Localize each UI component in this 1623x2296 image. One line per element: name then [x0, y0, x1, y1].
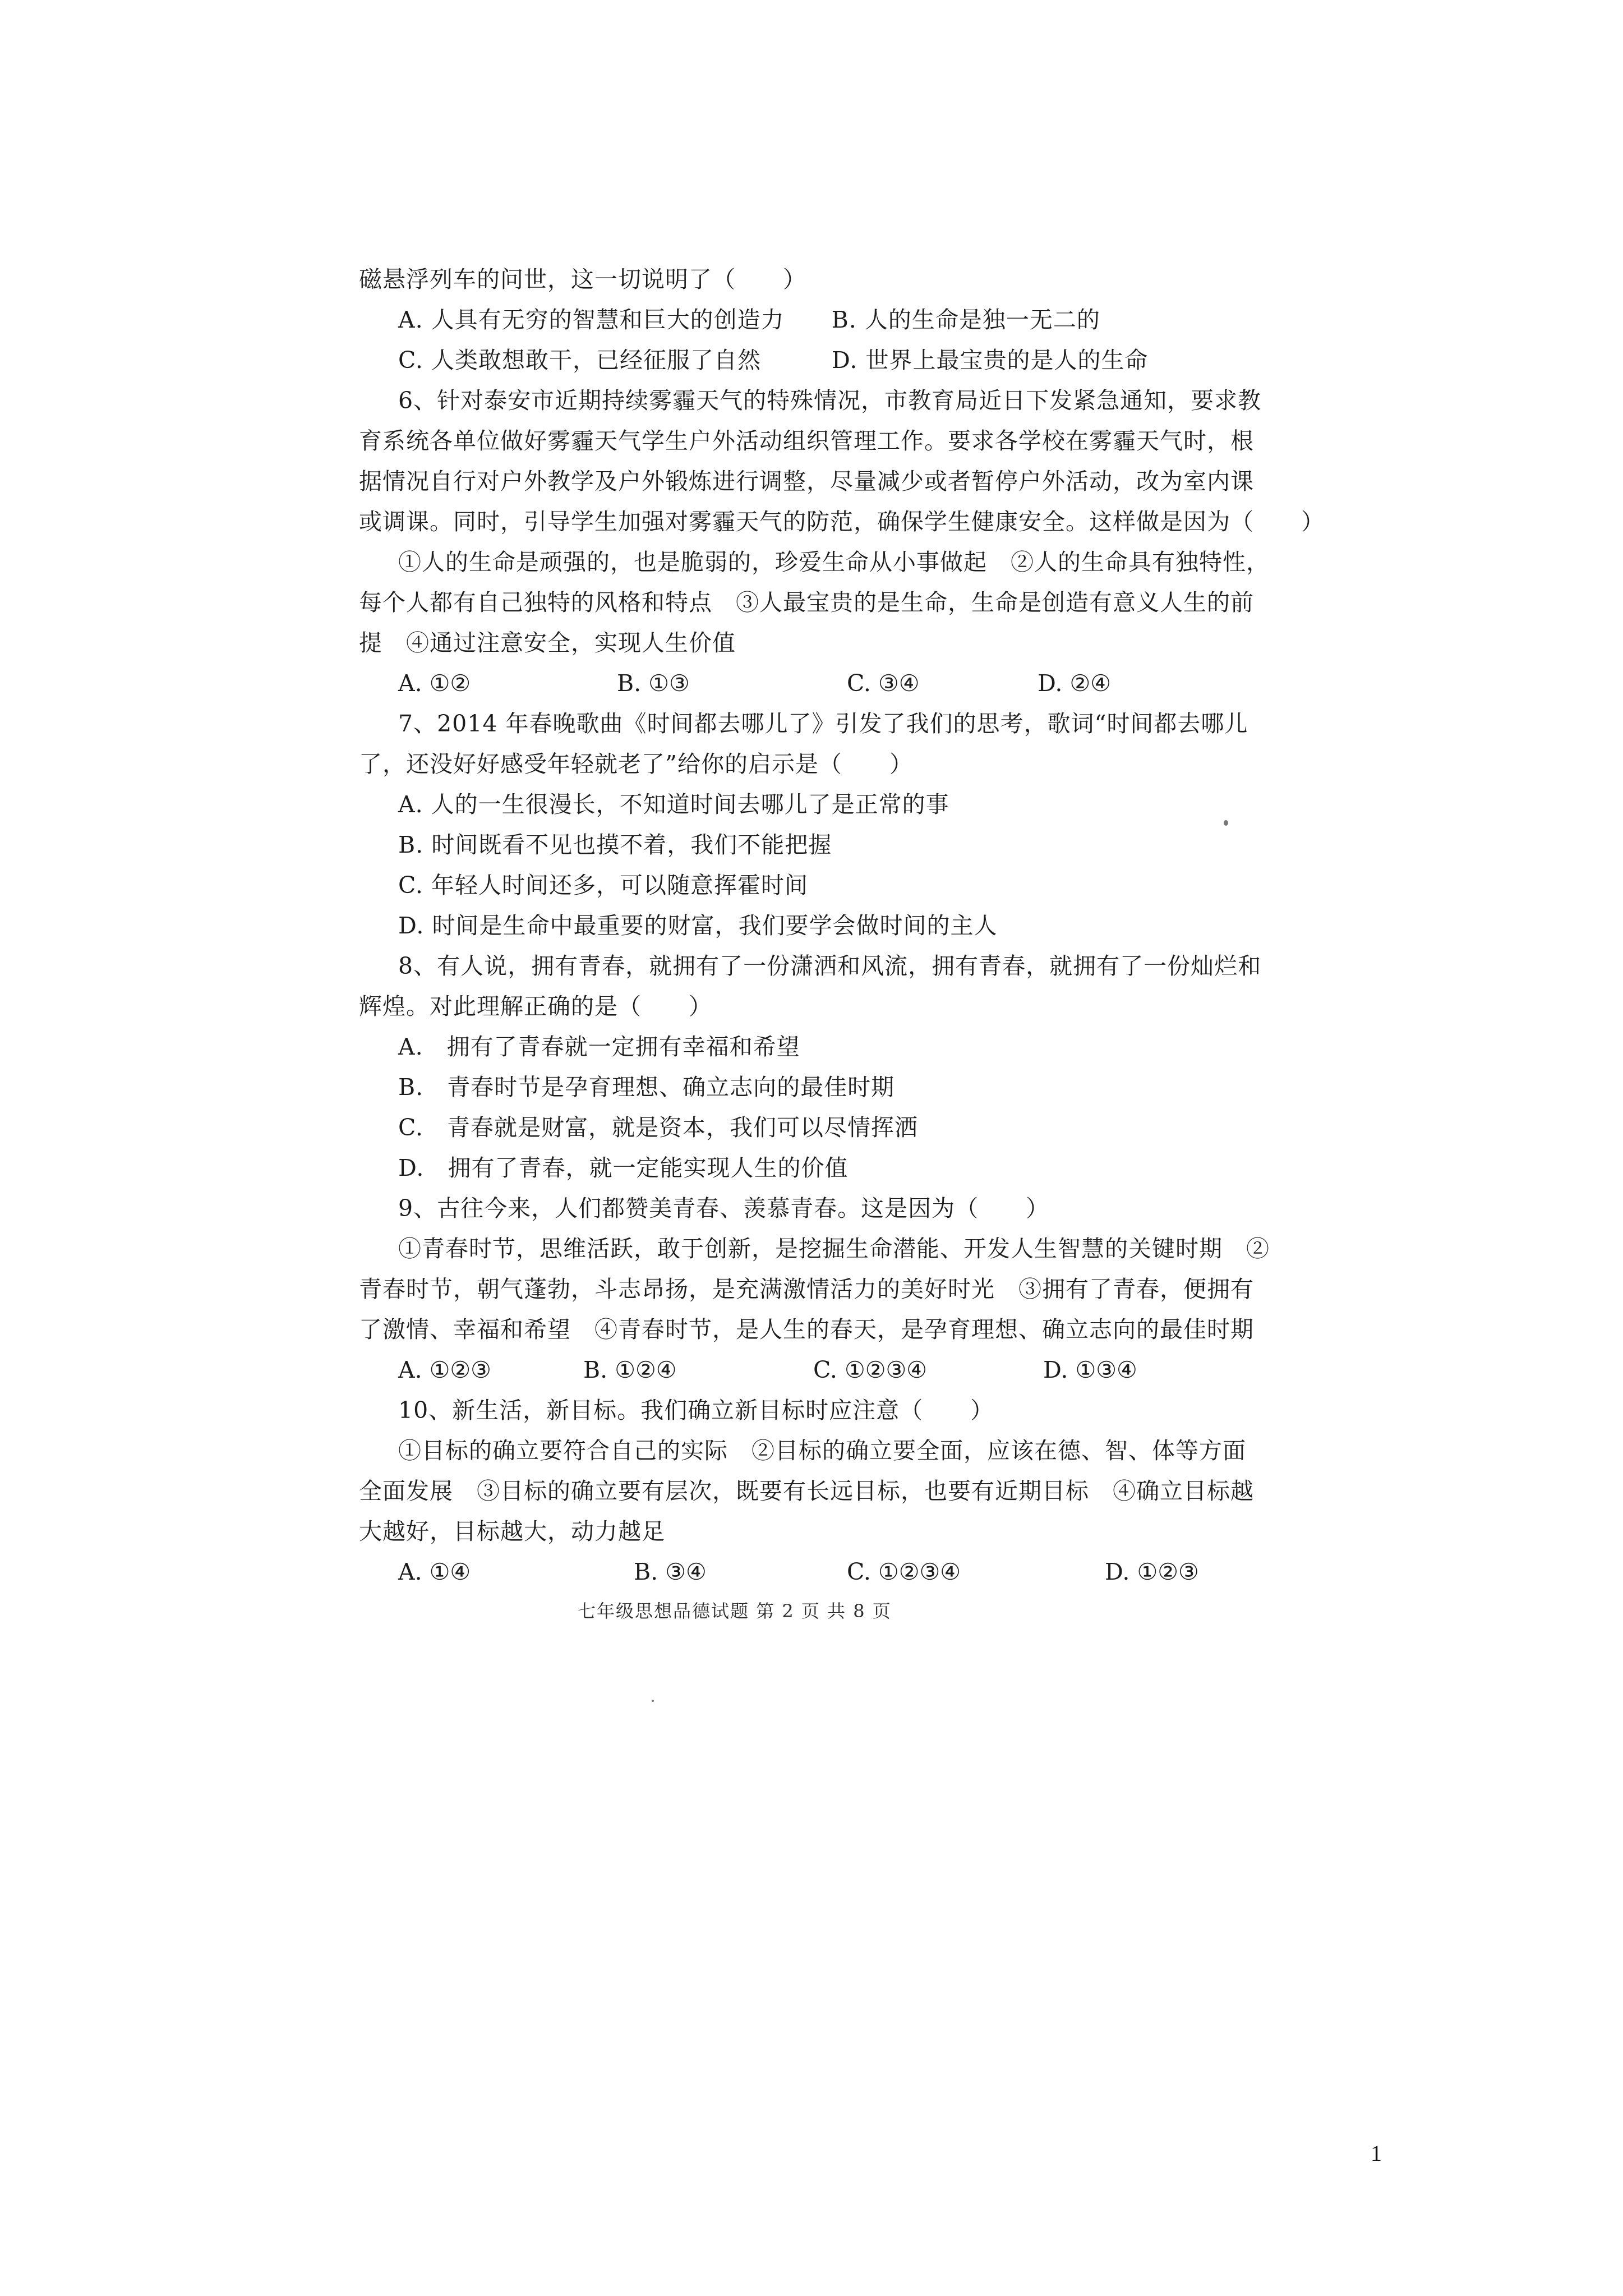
question-7-option-a: A. 人的一生很漫长，不知道时间去哪儿了是正常的事: [398, 791, 949, 818]
text-line: 据情况自行对户外教学及户外锻炼进行调整，尽量减少或者暂停户外活动，改为室内课: [359, 468, 1254, 495]
text-line: 或调课。同时，引导学生加强对雾霾天气的防范，确保学生健康安全。这样做是因为（ ）: [359, 508, 1325, 535]
option-d: D. ①②③: [1105, 1558, 1199, 1585]
text-line: 青春时节，朝气蓬勃，斗志昂扬，是充满激情活力的美好时光 ③拥有了青春，便拥有: [359, 1276, 1254, 1303]
text-line: 全面发展 ③目标的确立要有层次，既要有长远目标，也要有近期目标 ④确立目标越: [359, 1478, 1254, 1504]
text-line: 磁悬浮列车的问世，这一切说明了（ ）: [359, 266, 806, 293]
page-number: 1: [1371, 2141, 1382, 2166]
question-7-option-d: D. 时间是生命中最重要的财富，我们要学会做时间的主人: [398, 912, 998, 939]
q5-options-row-1: A. 人具有无穷的智慧和巨大的创造力 B. 人的生命是独一无二的: [398, 306, 1100, 333]
page-footer: 七年级思想品德试题 第 2 页 共 8 页: [578, 1600, 892, 1622]
scanned-exam-page: [359, 264, 1325, 1700]
text-line: 辉煌。对此理解正确的是（ ）: [359, 993, 712, 1020]
option-c: C. ③④: [847, 670, 920, 697]
question-6-stem: 6、针对泰安市近期持续雾霾天气的特殊情况，市教育局近日下发紧急通知，要求教: [398, 387, 1262, 414]
text-line: 了，还没好好感受年轻就老了”给你的启示是（ ）: [359, 751, 913, 777]
option-b: B. ③④: [634, 1558, 707, 1585]
question-7-option-b: B. 时间既看不见也摸不着，我们不能把握: [398, 831, 832, 858]
option-b: B. ①②④: [583, 1356, 677, 1383]
option-c: C. ①②③④: [847, 1558, 961, 1585]
question-8-option-d: D. 拥有了青春，就一定能实现人生的价值: [398, 1154, 849, 1181]
text-line: 育系统各单位做好雾霾天气学生户外活动组织管理工作。要求各学校在雾霾天气时，根: [359, 427, 1254, 454]
question-8-stem: 8、有人说，拥有青春，就拥有了一份潇洒和风流，拥有青春，就拥有了一份灿烂和: [398, 953, 1262, 979]
option-d: D. ②④: [1038, 670, 1111, 697]
text-line: 大越好，目标越大，动力越足: [359, 1518, 665, 1545]
option-c: C. ①②③④: [813, 1356, 927, 1383]
question-8-option-c: C. 青春就是财富，就是资本，我们可以尽情挥洒: [398, 1114, 918, 1141]
option-d: D. ①③④: [1043, 1356, 1137, 1383]
text-line: 了激情、幸福和希望 ④青春时节，是人生的春天，是孕育理想、确立志向的最佳时期: [359, 1316, 1254, 1343]
question-10-statements: ①目标的确立要符合自己的实际 ②目标的确立要全面，应该在德、智、体等方面: [398, 1437, 1246, 1464]
option-a: A. ①②: [398, 670, 471, 697]
question-6-statements: ①人的生命是顽强的，也是脆弱的，珍爱生命从小事做起 ②人的生命具有独特性，: [398, 549, 1270, 576]
text-line: 每个人都有自己独特的风格和特点 ③人最宝贵的是生命，生命是创造有意义人生的前: [359, 589, 1254, 616]
scan-speck: [1224, 820, 1228, 826]
question-9-statements: ①青春时节，思维活跃，敢于创新，是挖掘生命潜能、开发人生智慧的关键时期 ②: [398, 1235, 1270, 1262]
option-a: A. ①④: [398, 1558, 471, 1585]
text-line: 提 ④通过注意安全，实现人生价值: [359, 629, 736, 656]
question-8-option-a: A. 拥有了青春就一定拥有幸福和希望: [398, 1033, 800, 1060]
q5-options-row-2: C. 人类敢想敢干，已经征服了自然 D. 世界上最宝贵的是人的生命: [398, 347, 1149, 374]
question-7-stem: 7、2014 年春晚歌曲《时间都去哪儿了》引发了我们的思考，歌词“时间都去哪儿: [398, 710, 1248, 737]
option-b: B. ①③: [617, 670, 690, 697]
question-9-stem: 9、古往今来，人们都赞美青春、羡慕青春。这是因为（ ）: [398, 1195, 1050, 1222]
question-7-option-c: C. 年轻人时间还多，可以随意挥霍时间: [398, 872, 808, 899]
option-a: A. ①②③: [398, 1356, 491, 1383]
scan-speck: [652, 1700, 654, 1702]
question-8-option-b: B. 青春时节是孕育理想、确立志向的最佳时期: [398, 1074, 895, 1101]
question-10-stem: 10、新生活，新目标。我们确立新目标时应注意（ ）: [398, 1397, 994, 1424]
